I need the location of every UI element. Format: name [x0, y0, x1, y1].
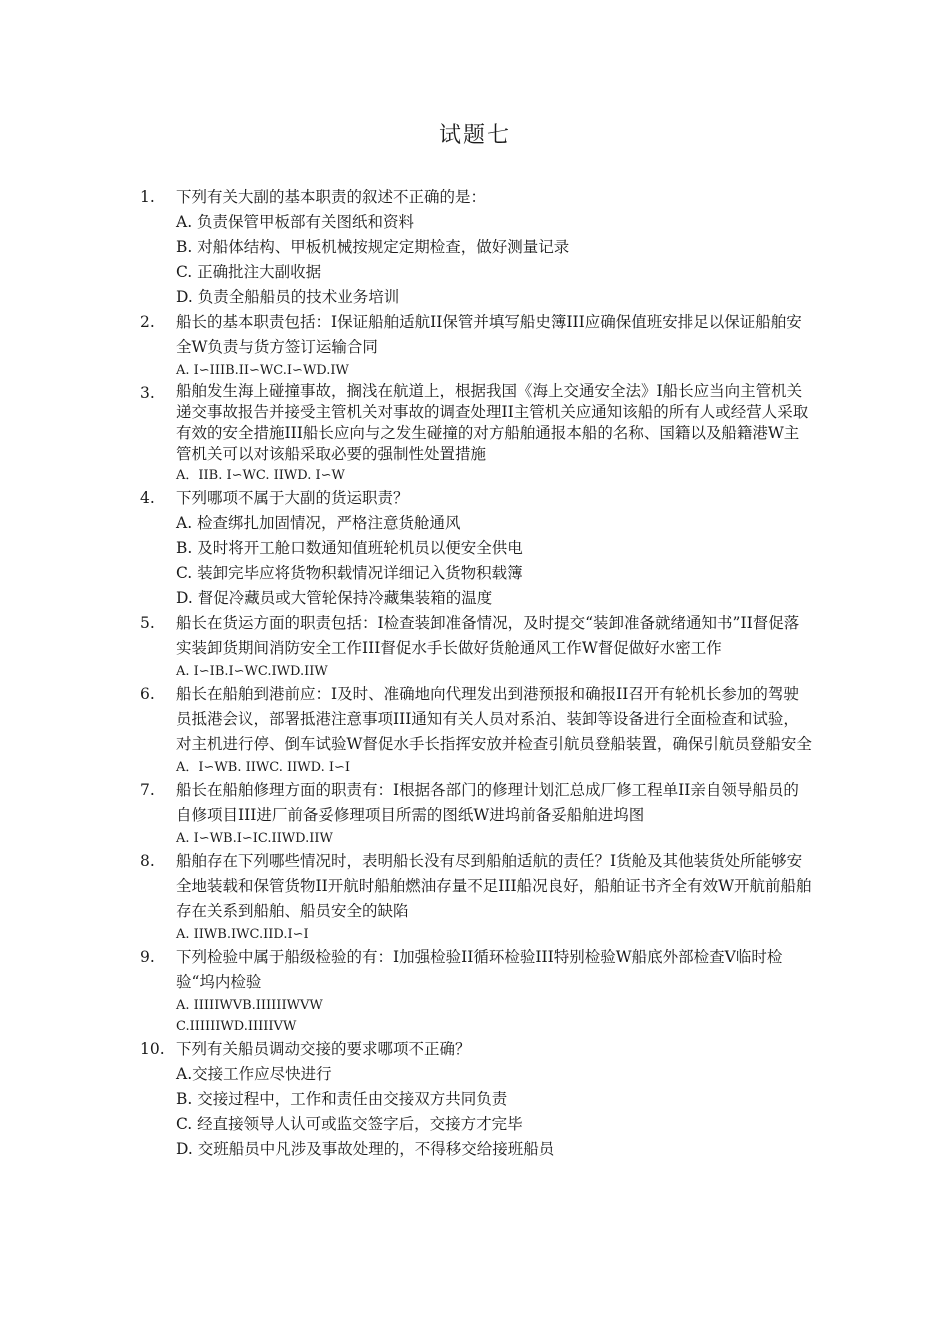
question-number: 9.	[140, 948, 155, 966]
option: C. 经直接领导人认可或监交签字后，交接方才完毕	[176, 1115, 523, 1133]
option: A．I∽WB. IIWC. IIWD. I∽I	[176, 760, 350, 775]
question-text: 下列哪项不属于大副的货运职责？	[176, 489, 409, 507]
question-5	[0, 611, 950, 682]
option: D. 负责全船船员的技术业务培训	[176, 288, 400, 306]
option: A. I∽IIIB.II∽WC.I∽WD.IW	[176, 363, 349, 378]
question-9	[0, 945, 950, 1037]
option: C. 装卸完毕应将货物积载情况详细记入货物积载簿	[176, 564, 523, 582]
question-4	[0, 486, 950, 611]
option: D. 交班船员中凡涉及事故处理的，不得移交给接班船员	[176, 1140, 555, 1158]
option: B. 对船体结构、甲板机械按规定定期检查，做好测量记录	[176, 238, 570, 256]
question-3	[0, 381, 950, 486]
option: A. I∽WB.I∽IC.IIWD.IIW	[176, 831, 333, 846]
option: D. 督促冷藏员或大管轮保持冷藏集装箱的温度	[176, 589, 493, 607]
option: C.IIIIIIWD.IIIIIVW	[176, 1019, 297, 1034]
question-number: 10.	[140, 1040, 165, 1058]
question-10	[0, 1037, 950, 1162]
question-text: 船舶存在下列哪些情况时，表明船长没有尽到船舶适航的责任？I货舱及其他装货处所能够安全地装载和保管货物II开航时船舶燃油存量不足III船况良好，船舶证书齐全有效W开航前船舶存在关系到船舶、船员安全的缺陷	[176, 852, 812, 920]
question-text: 船长的基本职责包括：I保证船舶适航II保管并填写船史簿III应确保值班安排足以保证船舶安全W负责与货方签订运输合同	[176, 313, 802, 356]
question-text: 下列检验中属于船级检验的有：I加强检验II循环检验III特别检验W船底外部检查V临时检验“坞内检验	[176, 948, 783, 991]
question-text: 船舶发生海上碰撞事故，搁浅在航道上，根据我国《海上交通安全法》I船长应当向主管机关递交事故报告并接受主管机关对事故的调查处理II主管机关应通知该船的所有人或经营人采取有效的安全措施III船长应向与之发生碰撞的对方船舶通报本船的名称、国籍以及船籍港W主管机关可以对该船采取必要的强制性处置措施	[176, 382, 809, 463]
question-8	[0, 849, 950, 945]
option: B. 及时将开工舱口数通知值班轮机员以便安全供电	[176, 539, 523, 557]
question-number: 3.	[140, 384, 155, 402]
option: A. I∽IB.I∽WC.IWD.IIW	[176, 664, 328, 679]
option: A. IIWB.IWC.IID.I∽I	[176, 927, 309, 942]
question-text: 船长在船舶修理方面的职责有：I根据各部门的修理计划汇总成厂修工程单II亲自领导船员的自修项目III进厂前备妥修理项目所需的图纸W进坞前备妥船舶进坞图	[176, 781, 799, 824]
option: A. 检查绑扎加固情况，严格注意货舱通风	[176, 514, 461, 532]
question-number: 5.	[140, 614, 155, 632]
option: A.交接工作应尽快进行	[176, 1065, 332, 1083]
question-number: 6.	[140, 685, 155, 703]
question-7	[0, 778, 950, 849]
question-number: 2.	[140, 313, 155, 331]
question-number: 1.	[140, 188, 155, 206]
question-text: 船长在船舶到港前应：I及时、准确地向代理发出到港预报和确报II召开有轮机长参加的驾驶员抵港会议，部署抵港注意事项III通知有关人员对系泊、装卸等设备进行全面检查和试验，对主机进行停、倒车试验W督促水手长指挥安放并检查引航员登船装置，确保引航员登船安全	[176, 685, 812, 753]
option: B. 交接过程中，工作和责任由交接双方共同负责	[176, 1090, 508, 1108]
option: C. 正确批注大副收据	[176, 263, 322, 281]
question-number: 8.	[140, 852, 155, 870]
question-text: 下列有关大副的基本职责的叙述不正确的是：	[176, 188, 487, 206]
option: A. 负责保管甲板部有关图纸和资料	[176, 213, 415, 231]
question-text: 船长在货运方面的职责包括：I检查装卸准备情况，及时提交“装卸准备就绪通知书”II督促落实装卸货期间消防安全工作III督促水手长做好货舱通风工作W督促做好水密工作	[176, 614, 800, 657]
question-list	[0, 185, 950, 1162]
question-text: 下列有关船员调动交接的要求哪项不正确？	[176, 1040, 471, 1058]
option: A. IIIIIWVB.IIIIIIWVW	[176, 998, 323, 1013]
question-6	[0, 682, 950, 778]
option: A．IIB. I∽WC. IIWD. I∽W	[176, 468, 345, 483]
question-2	[0, 310, 950, 381]
question-number: 7.	[140, 781, 155, 799]
page-title: 试题七	[438, 123, 511, 148]
question-number: 4.	[140, 489, 155, 507]
question-1	[0, 185, 950, 310]
